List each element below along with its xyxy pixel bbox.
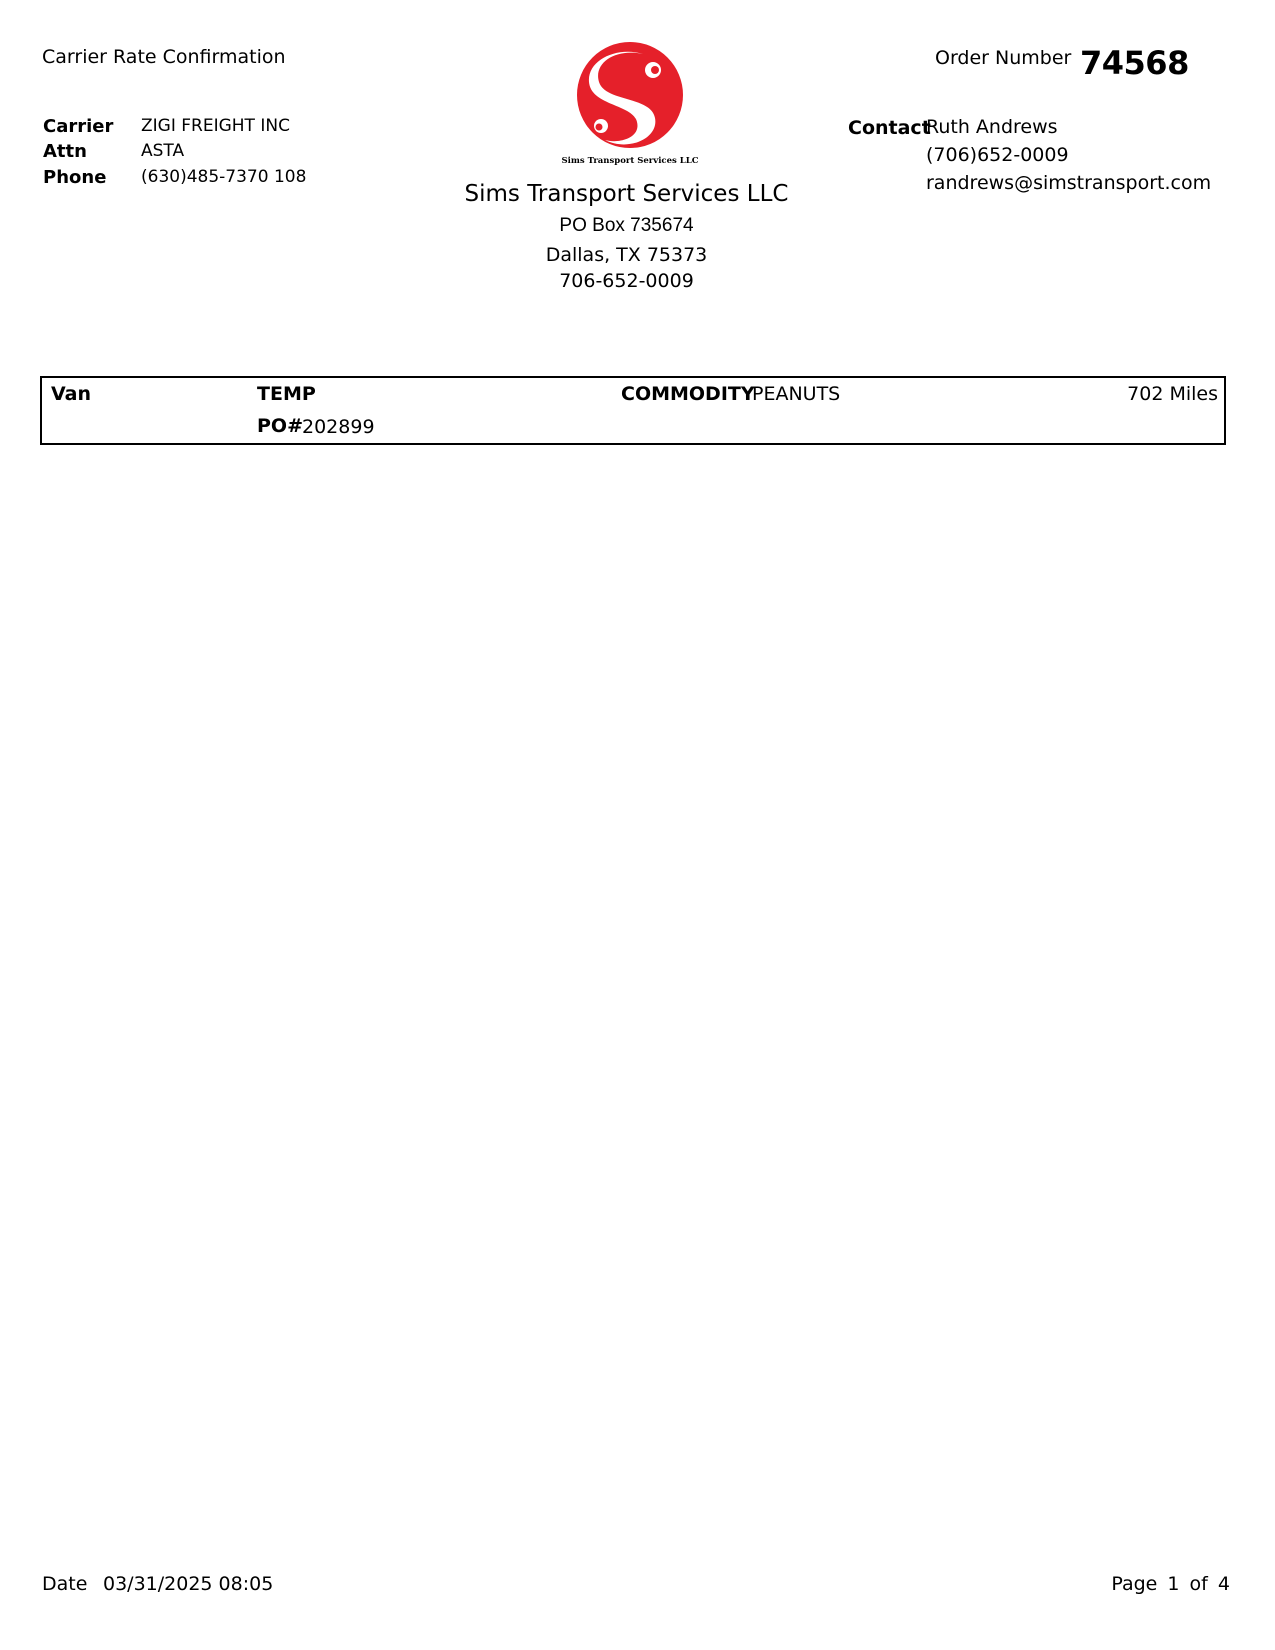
date-label: Date [42,1573,88,1595]
contact-name: Ruth Andrews [926,116,1058,138]
svg-text:Sims Transport Services LLC: Sims Transport Services LLC [561,156,699,166]
equipment-type: Van [51,383,92,405]
carrier-label: Carrier [43,116,114,137]
phone-label: Phone [43,167,107,188]
company-logo [555,40,705,168]
contact-phone: (706)652-0009 [926,144,1069,166]
commodity-label: COMMODITY [621,383,755,405]
company-name: Sims Transport Services LLC [464,181,789,207]
carrier-phone: (630)485-7370 108 [141,167,307,187]
commodity-value: PEANUTS [752,383,841,405]
company-address-line2: Dallas, TX 75373 [545,244,708,266]
attn-label: Attn [43,141,87,162]
order-number: 74568 [1080,44,1189,82]
page-total: 4 [1217,1573,1230,1595]
attn-name: ASTA [141,141,185,161]
contact-email: randrews@simstransport.com [926,172,1212,194]
carrier-name: ZIGI FREIGHT INC [141,116,290,136]
page-label: Page [1111,1573,1158,1595]
contact-label: Contact [848,117,931,139]
miles: 702 Miles [1127,383,1218,405]
page-indicator [1107,1573,1230,1595]
page-of: of [1189,1573,1208,1595]
s-logo-icon [555,40,705,168]
order-number-label: Order Number [935,47,1072,69]
po-label: PO# [257,415,303,437]
company-address-line1: PO Box 735674 [559,215,694,236]
document-title: Carrier Rate Confirmation [42,46,286,68]
page-current: 1 [1167,1573,1180,1595]
po-number: 202899 [302,416,375,438]
temp-label: TEMP [257,383,316,405]
date-value: 03/31/2025 08:05 [103,1573,274,1595]
company-phone: 706-652-0009 [559,270,694,292]
